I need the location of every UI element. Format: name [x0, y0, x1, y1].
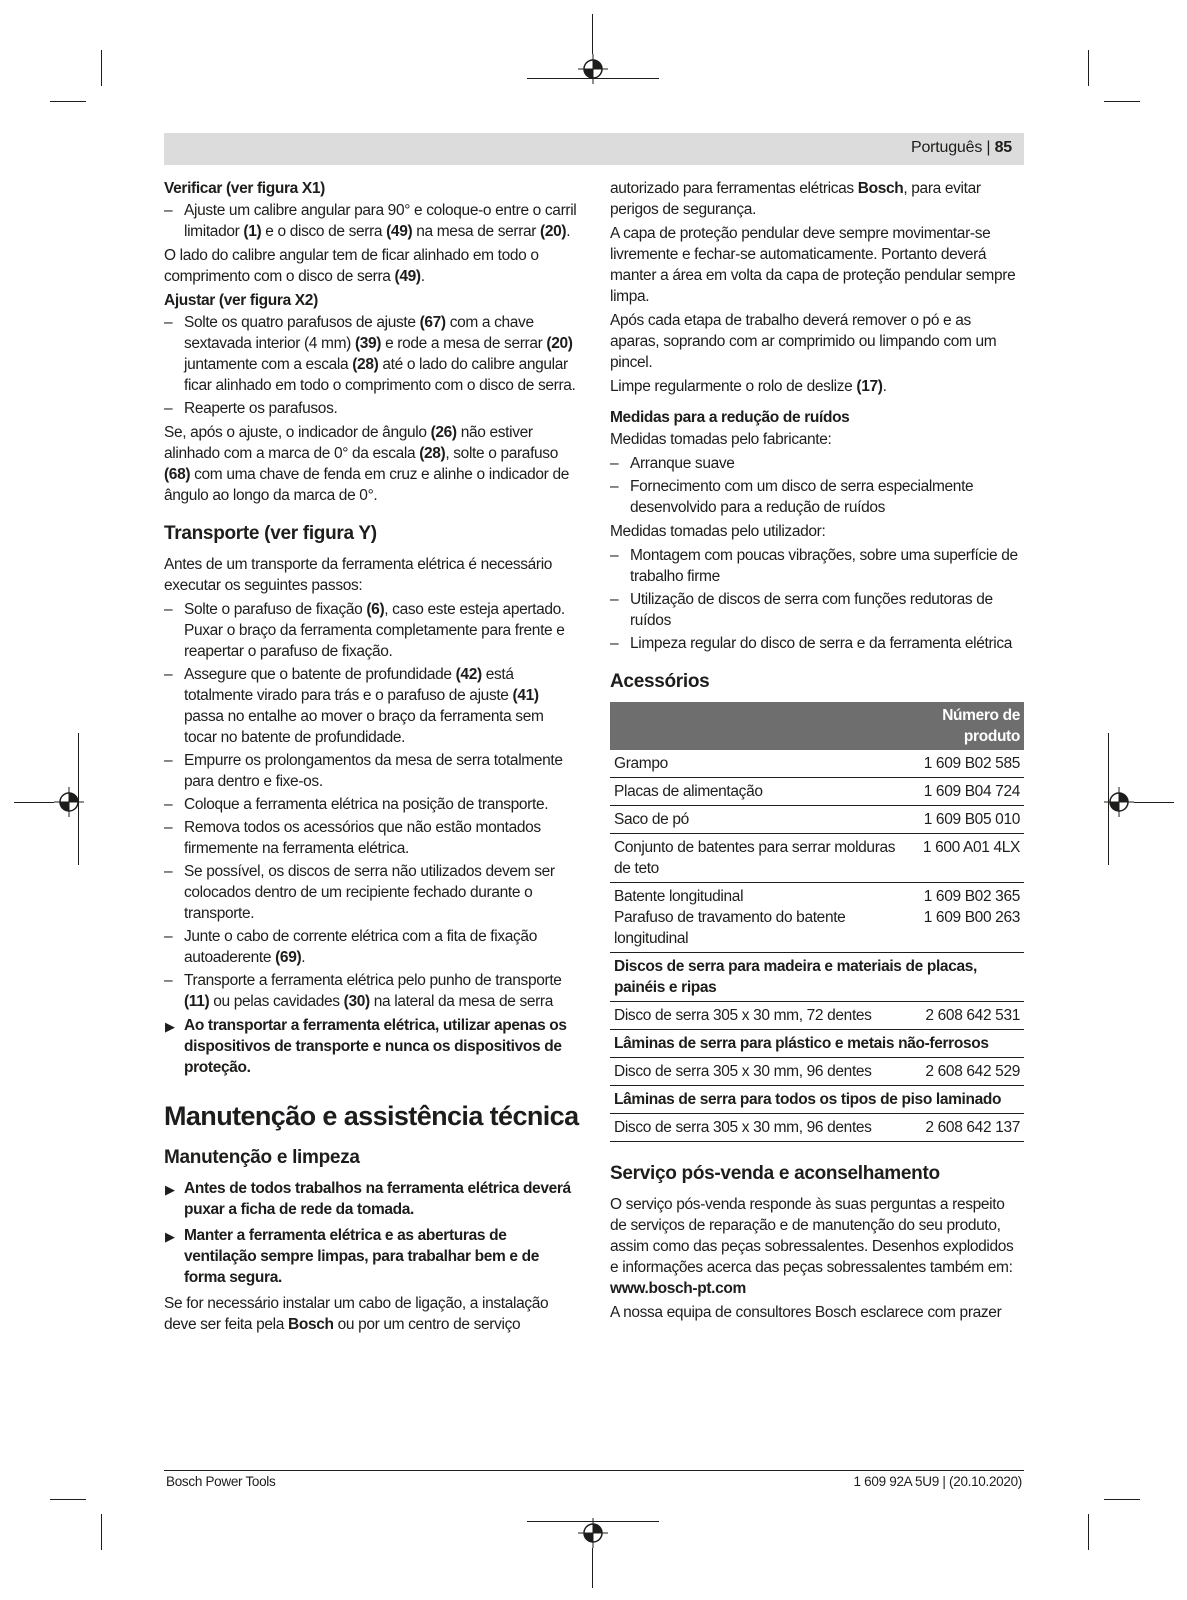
noise-heading: Medidas para a redução de ruídos — [610, 409, 850, 426]
crop-mark — [1088, 1514, 1089, 1550]
header-language-page — [911, 139, 1012, 157]
list-item: – Fornecimento com um disco de serra especialmente desenvolvido para a redução de ruídos — [610, 478, 974, 516]
noise-manufacturer-list — [610, 453, 1024, 518]
table-row: Disco de serra 305 x 30 mm, 96 dentes 2 608 642 529 — [610, 1058, 1024, 1086]
registration-mark-icon — [578, 54, 608, 84]
dash-icon: – — [164, 400, 173, 417]
cleaning-heading: Manutenção e limpeza — [164, 1147, 360, 1168]
triangle-bullet-icon: ▶ — [165, 1182, 175, 1197]
crop-mark — [101, 50, 102, 86]
dash-icon: – — [164, 928, 173, 945]
list-item: – Transporte a ferramenta elétrica pelo punho de transporte (11) ou pelas cavidades (30) na lateral da mesa de serra — [164, 972, 562, 1010]
crop-mark — [1108, 733, 1109, 865]
list-item: – Remova todos os acessórios que não estão montados firmemente na ferramenta elétrica. — [164, 819, 541, 857]
dash-icon: – — [164, 666, 173, 683]
table-row: Parafuso de travamento do batente longitudinal 1 609 B00 263 — [610, 907, 1024, 953]
dash-icon: – — [610, 478, 619, 495]
table-row: Batente longitudinal 1 609 B02 365 — [614, 888, 1020, 905]
transport-intro: Antes de um transporte da ferramenta elétrica é necessário executar os seguintes passos: — [164, 556, 553, 594]
dash-icon: – — [164, 314, 173, 331]
table-section-row: Lâminas de serra para plástico e metais não-ferrosos — [610, 1030, 1024, 1058]
table-row: Disco de serra 305 x 30 mm, 72 dentes 2 608 642 531 — [610, 1002, 1024, 1030]
dash-icon: – — [164, 202, 173, 219]
list-item: – Junte o cabo de corrente elétrica com a fita de fixação autoaderente (69). — [164, 928, 537, 966]
registration-mark-icon — [578, 1518, 608, 1548]
guard-paragraph: A capa de proteção pendular deve sempre movimentar-se livremente e fechar-se automaticamente. Portanto deverá manter a área em volta da capa de proteção pendular sempre limpa. — [610, 225, 1016, 305]
noise-user-list — [610, 545, 1024, 654]
crop-mark — [1134, 802, 1174, 803]
service-url-link[interactable]: www.bosch-pt.com — [610, 1280, 746, 1297]
dash-icon: – — [610, 455, 619, 472]
list-item: – Limpeza regular do disco de serra e da ferramenta elétrica — [610, 635, 1013, 652]
cleaning-warning-2: ▶ Manter a ferramenta elétrica e as aberturas de ventilação sempre limpas, para trabalhar bem e de forma segura. — [165, 1227, 540, 1286]
left-column — [164, 178, 580, 1338]
crop-mark — [50, 101, 86, 102]
adjust-list — [164, 312, 580, 419]
dash-icon: – — [610, 635, 619, 652]
table-row: Saco de pó 1 609 B05 010 — [610, 806, 1024, 834]
table-row: Grampo 1 609 B02 585 — [610, 750, 1024, 778]
accessories-heading: Acessórios — [610, 671, 710, 692]
crop-mark — [78, 733, 79, 865]
footer-divider — [164, 1470, 1024, 1471]
dust-paragraph: Após cada etapa de trabalho deverá remover o pó e as aparas, soprando com ar comprimido ou limpando com um pincel. — [610, 312, 997, 371]
adjust-heading: Ajustar (ver figura X2) — [164, 292, 318, 309]
header-separator: | — [986, 139, 991, 156]
service-heading: Serviço pós-venda e aconselhamento — [610, 1163, 940, 1184]
page-number: 85 — [994, 139, 1012, 156]
table-row: Placas de alimentação 1 609 B04 724 — [610, 778, 1024, 806]
list-item: – Ajuste um calibre angular para 90° e coloque-o entre o carril limitador (1) e o disco de serra (49) na mesa de serrar (20). — [164, 202, 577, 240]
header-language: Português — [910, 139, 983, 156]
dash-icon: – — [610, 547, 619, 564]
crop-mark — [101, 1514, 102, 1550]
roller-paragraph: Limpe regularmente o rolo de deslize (17). — [610, 378, 887, 395]
cable-continuation: autorizado para ferramentas elétricas Bosch, para evitar perigos de segurança. — [610, 180, 981, 218]
maintenance-title: Manutenção e assistência técnica — [164, 1101, 579, 1131]
crop-mark — [1104, 101, 1140, 102]
table-section-row: Lâminas de serra para todos os tipos de piso laminado — [610, 1086, 1024, 1114]
crop-mark — [50, 1499, 86, 1500]
crop-mark — [1104, 1499, 1140, 1500]
dash-icon: – — [164, 752, 173, 769]
crop-mark — [527, 78, 659, 79]
verify-heading: Verificar (ver figura X1) — [164, 180, 325, 197]
transport-warning: ▶ Ao transportar a ferramenta elétrica, utilizar apenas os dispositivos de transporte e nunca os dispositivos de proteção. — [165, 1017, 567, 1076]
list-item: – Coloque a ferramenta elétrica na posição de transporte. — [164, 796, 549, 813]
registration-mark-icon — [54, 787, 84, 817]
footer-brand: Bosch Power Tools — [166, 1474, 276, 1489]
noise-user: Medidas tomadas pelo utilizador: — [610, 523, 826, 540]
dash-icon: – — [164, 796, 173, 813]
list-item: – Utilização de discos de serra com funções redutoras de ruídos — [610, 591, 993, 629]
cleaning-warning-1: ▶ Antes de todos trabalhos na ferramenta elétrica deverá puxar a ficha de rede da tomada. — [165, 1180, 571, 1218]
list-item: – Reaperte os parafusos. — [164, 400, 338, 417]
list-item: – Assegure que o batente de profundidade (42) está totalmente virado para trás e o parafuso de ajuste (41) passa no entalhe ao mover o braço da ferramenta sem tocar no batente de profundidade. — [164, 666, 544, 746]
dash-icon: – — [164, 601, 173, 618]
list-item: – Empurre os prolongamentos da mesa de serra totalmente para dentro e fixe-os. — [164, 752, 563, 790]
crop-mark — [592, 14, 593, 54]
crop-mark — [592, 1548, 593, 1588]
transport-list — [164, 599, 580, 1012]
service-last-line: A nossa equipa de consultores Bosch esclarece com prazer — [610, 1304, 1002, 1321]
list-item: – Solte o parafuso de fixação (6), caso este esteja apertado. Puxar o braço da ferramenta completamente para frente e reapertar o parafuso de fixação. — [164, 601, 565, 660]
cable-paragraph: Se for necessário instalar um cabo de ligação, a instalação deve ser feita pela Bosch ou por um centro de serviço — [164, 1295, 549, 1333]
transport-heading: Transporte (ver figura Y) — [164, 523, 377, 544]
service-paragraph: O serviço pós-venda responde às suas perguntas a respeito de serviços de reparação e de manutenção do seu produto, assim como das peças sobressalentes. Desenhos explodidos e informações acerca das peças sobressalentes também em: www.bosch-pt.com — [610, 1196, 1014, 1297]
triangle-bullet-icon: ▶ — [165, 1229, 175, 1244]
adjust-paragraph: Se, após o ajuste, o indicador de ângulo (26) não estiver alinhado com a marca de 0° da escala (28), solte o parafuso (68) com uma chave de fenda em cruz e alinhe o indicador de ângulo ao longo da marca de 0°. — [164, 424, 569, 504]
list-item: – Arranque suave — [610, 455, 735, 472]
dash-icon: – — [164, 972, 173, 989]
verify-list — [164, 200, 580, 242]
crop-mark — [1088, 50, 1089, 86]
verify-paragraph: O lado do calibre angular tem de ficar alinhado em todo o comprimento com o disco de serra (49). — [164, 247, 539, 285]
table-header-product-number: Número de produto — [610, 702, 1024, 750]
noise-manufacturer: Medidas tomadas pelo fabricante: — [610, 431, 832, 448]
list-item: – Se possível, os discos de serra não utilizados devem ser colocados dentro de um recipiente fechado durante o transporte. — [164, 863, 555, 922]
accessories-table — [610, 702, 1024, 1142]
page-header — [164, 133, 1024, 165]
crop-mark — [14, 802, 54, 803]
table-row: Conjunto de batentes para serrar molduras de teto 1 600 A01 4LX — [610, 834, 1024, 883]
right-column — [610, 178, 1024, 1326]
table-section-row: Discos de serra para madeira e materiais de placas, painéis e ripas — [610, 953, 1024, 1002]
triangle-bullet-icon: ▶ — [165, 1019, 175, 1034]
list-item: – Solte os quatro parafusos de ajuste (67) com a chave sextavada interior (4 mm) (39) e rode a mesa de serrar (20) juntamente com a escala (28) até o lado do calibre angular ficar alinhado em todo o comprimento com o disco de serra. — [164, 314, 576, 394]
dash-icon: – — [164, 819, 173, 836]
dash-icon: – — [164, 863, 173, 880]
list-item: – Montagem com poucas vibrações, sobre uma superfície de trabalho firme — [610, 547, 1018, 585]
table-header-row — [610, 702, 1024, 750]
footer-document-id: 1 609 92A 5U9 | (20.10.2020) — [853, 1474, 1022, 1489]
table-row: Disco de serra 305 x 30 mm, 96 dentes 2 608 642 137 — [610, 1114, 1024, 1142]
crop-mark — [527, 1521, 659, 1522]
dash-icon: – — [610, 591, 619, 608]
